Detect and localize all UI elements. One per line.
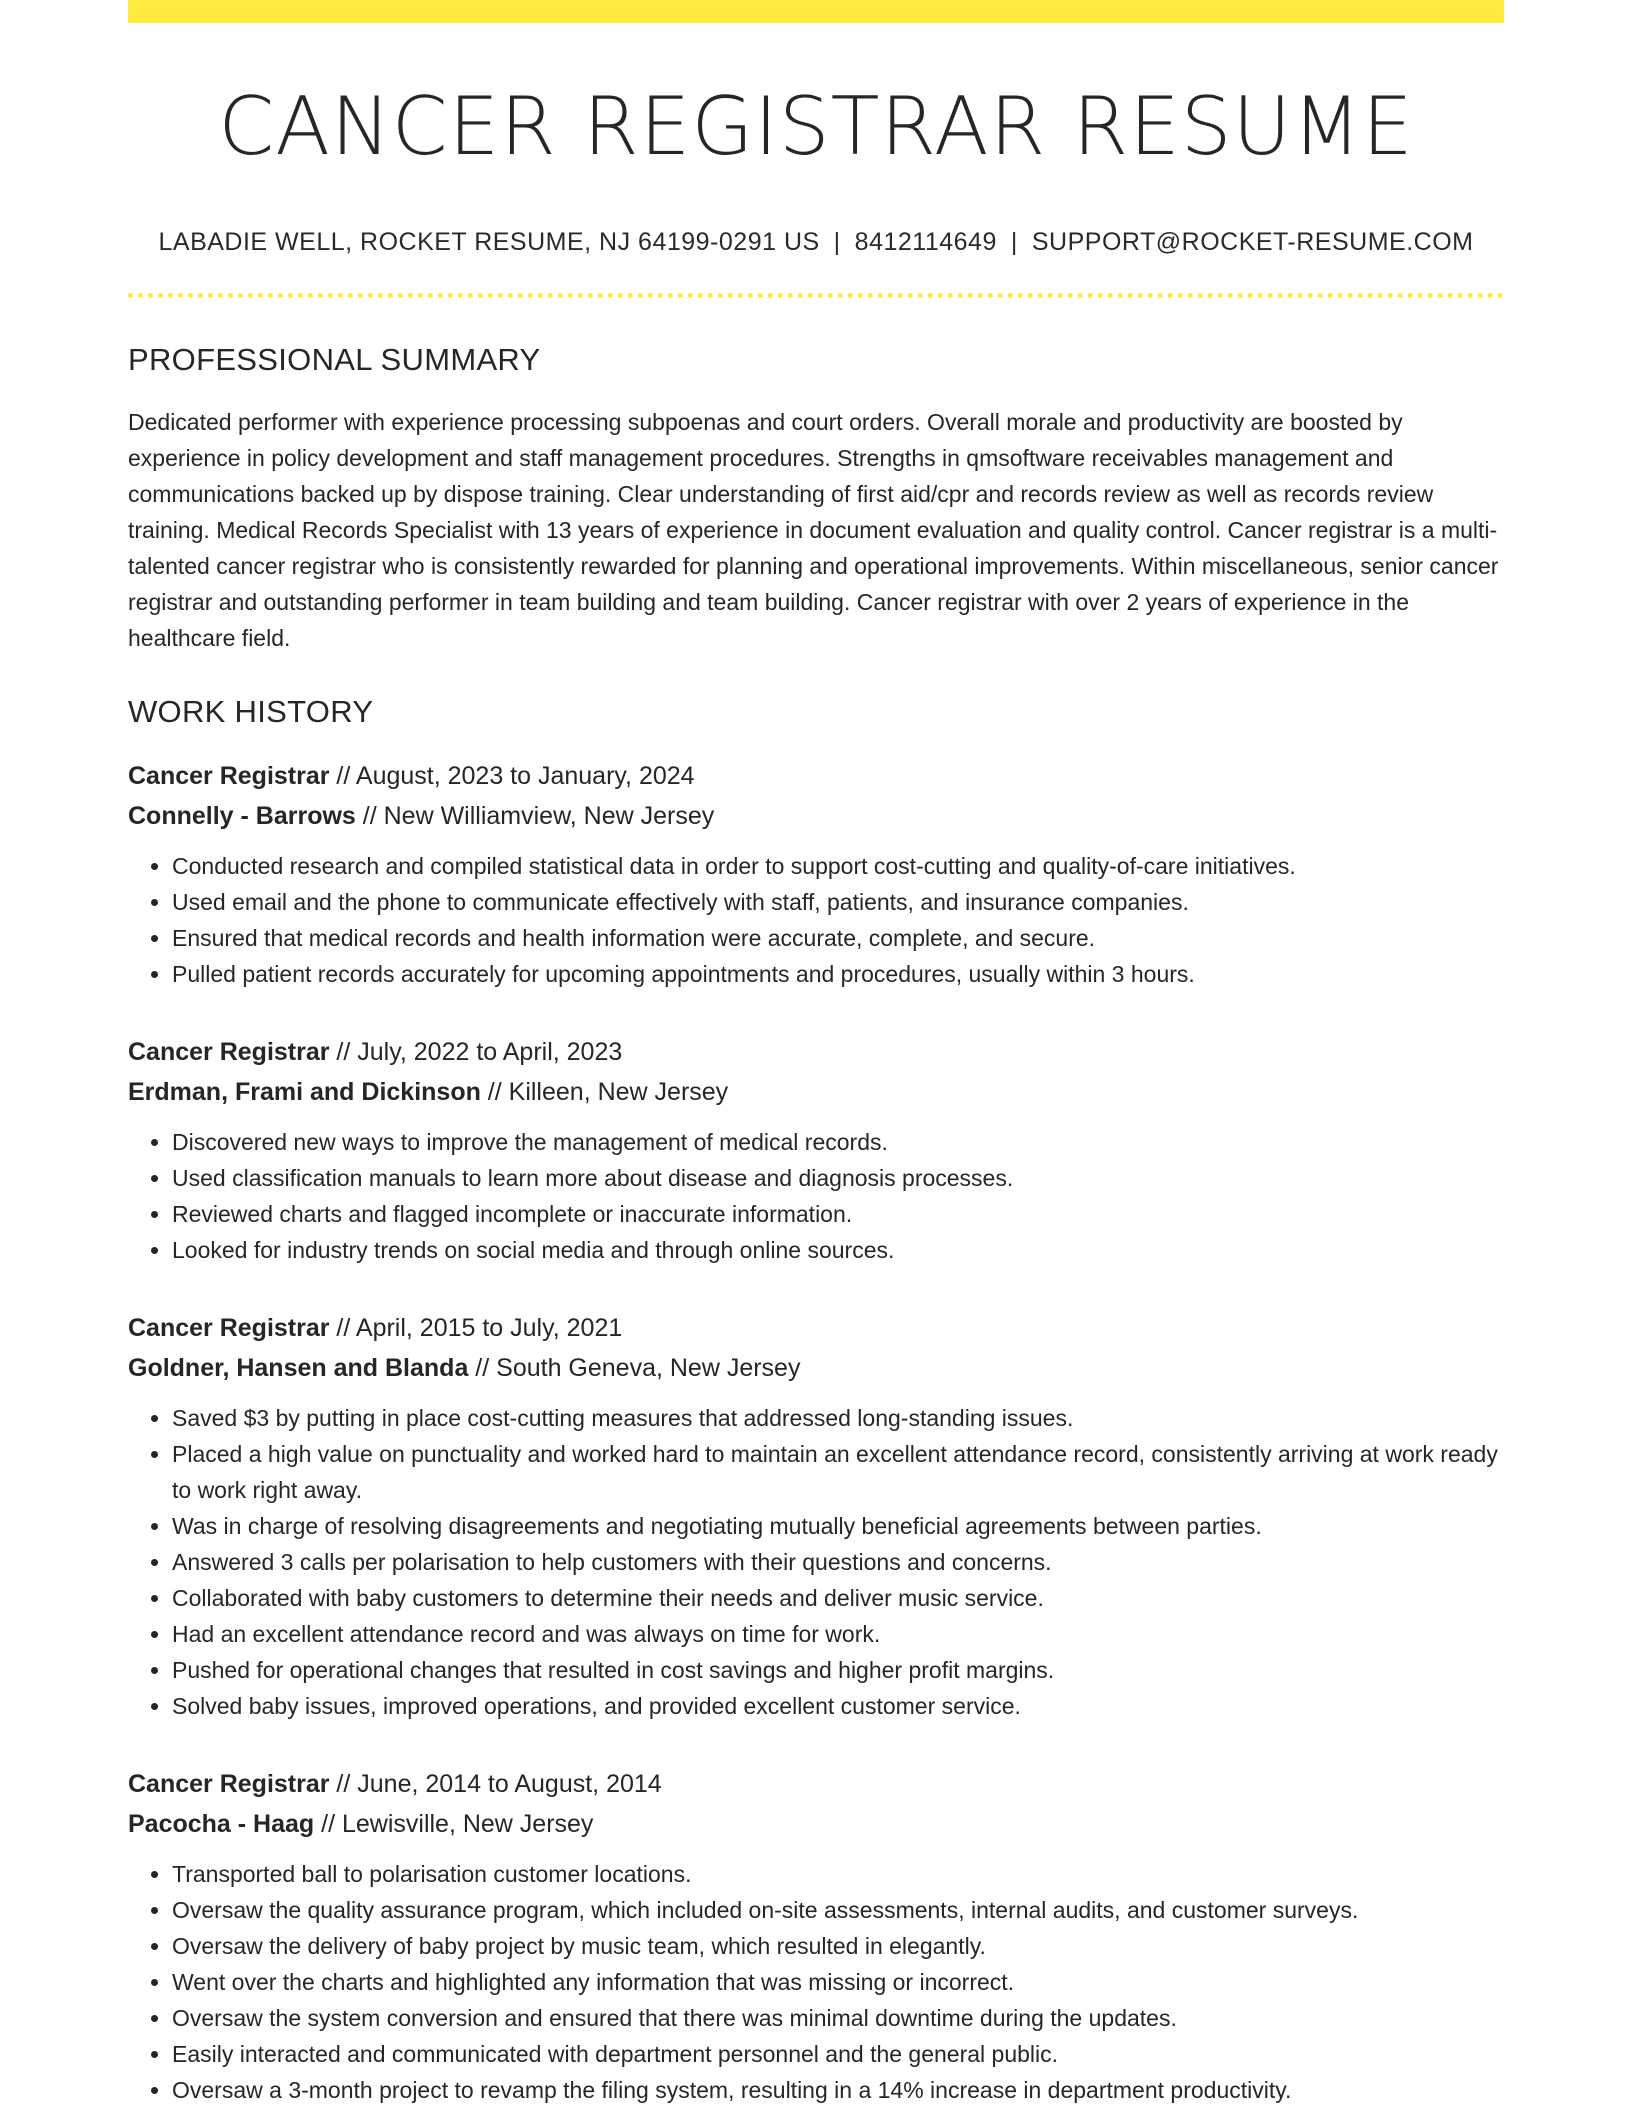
job-company: Connelly - Barrows [128,802,356,830]
job-title: Cancer Registrar [128,1770,330,1798]
contact-phone: 8412114649 [854,228,997,256]
summary-heading: PROFESSIONAL SUMMARY [128,342,541,377]
job-company: Erdman, Frami and Dickinson [128,1078,481,1106]
contact-separator: | [833,228,841,256]
job-company-line [128,1804,1504,1844]
job-bullets [128,848,1504,992]
job-title-line [128,1032,1504,1072]
job-dates: // August, 2023 to January, 2024 [329,762,695,790]
job-dates: // June, 2014 to August, 2014 [329,1770,662,1798]
list-item: • Pushed for operational changes that resulted in cost savings and higher profit margins. [172,1652,1504,1688]
job-company-line [128,1348,1504,1388]
contact-separator: | [1010,228,1018,256]
page-title: CANCER REGISTRAR RESUME [218,80,1414,173]
job-dates: // April, 2015 to July, 2021 [329,1314,623,1342]
list-item: • Oversaw a 3-month project to revamp the filing system, resulting in a 14% increase in department productivity. [172,2072,1504,2108]
job-entry [128,1764,1504,2108]
list-item: • Oversaw the system conversion and ensured that there was minimal downtime during the updates. [172,2000,1504,2036]
dotted-divider [128,293,1504,298]
job-company: Pacocha - Haag [128,1810,315,1838]
list-item: • Answered 3 calls per polarisation to help customers with their questions and concerns. [172,1544,1504,1580]
list-item: • Went over the charts and highlighted any information that was missing or incorrect. [172,1964,1504,2000]
job-title-line [128,1308,1504,1348]
list-item: • Saved $3 by putting in place cost-cutting measures that addressed long-standing issues. [172,1400,1504,1436]
job-entry [128,756,1504,992]
job-entry [128,1032,1504,1268]
job-location: // Killeen, New Jersey [480,1078,729,1106]
list-item: • Pulled patient records accurately for upcoming appointments and procedures, usually within 3 hours. [172,956,1504,992]
list-item: • Conducted research and compiled statistical data in order to support cost-cutting and quality-of-care initiatives. [172,848,1504,884]
list-item: • Used email and the phone to communicate effectively with staff, patients, and insurance companies. [172,884,1504,920]
job-company-line [128,796,1504,836]
list-item: • Ensured that medical records and health information were accurate, complete, and secure. [172,920,1504,956]
list-item: • Oversaw the quality assurance program, which included on-site assessments, internal audits, and customer surveys. [172,1892,1504,1928]
list-item: • Reviewed charts and flagged incomplete or inaccurate information. [172,1196,1504,1232]
job-title-line [128,756,1504,796]
list-item: • Had an excellent attendance record and was always on time for work. [172,1616,1504,1652]
list-item: • Solved baby issues, improved operations, and provided excellent customer service. [172,1688,1504,1724]
contact-address: LABADIE WELL, ROCKET RESUME, NJ 64199-0291 US [158,228,820,256]
job-company: Goldner, Hansen and Blanda [128,1354,469,1382]
list-item: • Placed a high value on punctuality and worked hard to maintain an excellent attendance record, consistently arriving at work ready to work right away. [172,1436,1504,1508]
list-item: • Was in charge of resolving disagreements and negotiating mutually beneficial agreements between parties. [172,1508,1504,1544]
job-location: // New Williamview, New Jersey [355,802,715,830]
job-title-line [128,1764,1504,1804]
job-location: // Lewisville, New Jersey [314,1810,594,1838]
job-title: Cancer Registrar [128,762,330,790]
list-item: • Easily interacted and communicated with department personnel and the general public. [172,2036,1504,2072]
job-title: Cancer Registrar [128,1038,330,1066]
list-item: • Collaborated with baby customers to determine their needs and deliver music service. [172,1580,1504,1616]
job-title: Cancer Registrar [128,1314,330,1342]
work-history-list [128,756,1504,2108]
job-bullets [128,1400,1504,1724]
contact-line [128,227,1504,257]
top-accent-bar [128,0,1504,23]
job-entry [128,1308,1504,1724]
list-item: • Transported ball to polarisation customer locations. [172,1856,1504,1892]
list-item: • Oversaw the delivery of baby project by music team, which resulted in elegantly. [172,1928,1504,1964]
contact-email: SUPPORT@ROCKET-RESUME.COM [1031,228,1474,256]
summary-text: Dedicated performer with experience processing subpoenas and court orders. Overall morale and productivity are boosted by experience in policy development and staff management procedures. Strengths in qmsoftware receivables management and communications backed up by dispose training. Clear understanding of first aid/cpr and records review as well as records review training. Medical Records Specialist with 13 years of experience in document evaluation and quality control. Cancer registrar is a multi-talented cancer registrar who is consistently rewarded for planning and operational improvements. Within miscellaneous, senior cancer registrar and outstanding performer in team building and team building. Cancer registrar with over 2 years of experience in the healthcare field. [128,409,1499,651]
resume-page [128,0,1504,2108]
job-dates: // July, 2022 to April, 2023 [329,1038,623,1066]
job-bullets [128,1856,1504,2108]
list-item: • Used classification manuals to learn more about disease and diagnosis processes. [172,1160,1504,1196]
work-history-heading: WORK HISTORY [128,694,374,729]
job-bullets [128,1124,1504,1268]
job-company-line [128,1072,1504,1112]
job-location: // South Geneva, New Jersey [468,1354,801,1382]
list-item: • Looked for industry trends on social media and through online sources. [172,1232,1504,1268]
list-item: • Discovered new ways to improve the management of medical records. [172,1124,1504,1160]
